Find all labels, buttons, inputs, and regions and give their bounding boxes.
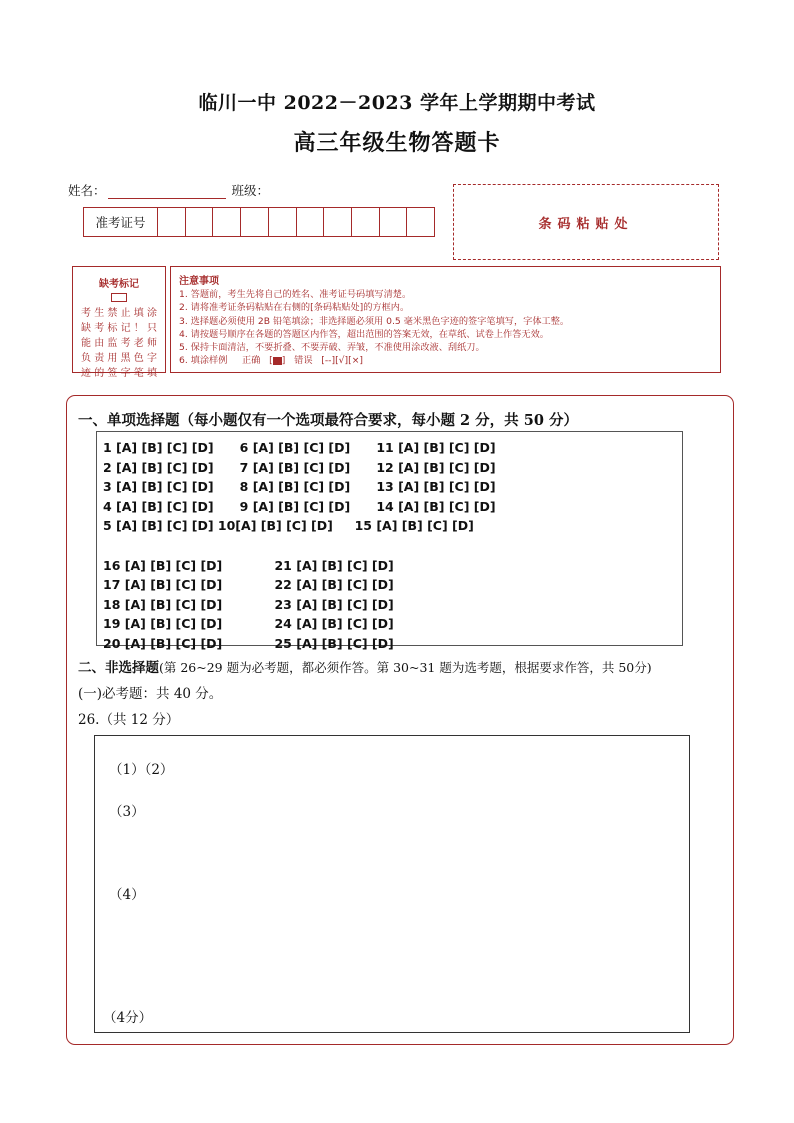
name-field[interactable]: [108, 185, 226, 199]
mc-row[interactable]: 3 [A] [B] [C] [D] 8 [A] [B] [C] [D] 13 [A] [B] [C] [D]: [103, 479, 496, 495]
notes-item-fill-example: 6. 填涂样例 正确 [ ] 错误 [--][√][×]: [179, 355, 363, 367]
notes-item: 3. 选择题必须使用 2B 铅笔填涂；非选择题必须用 0.5 毫米黑色字迹的签字笔填写，字体工整。: [179, 315, 570, 327]
mc-row[interactable]: 2 [A] [B] [C] [D] 7 [A] [B] [C] [D] 12 [A] [B] [C] [D]: [103, 459, 496, 475]
question-26-answer-box[interactable]: [94, 735, 690, 1033]
wrong-examples: [--][√][×]: [321, 355, 363, 367]
notes-item: 2. 请将准考证条码粘贴在右侧的[条码粘贴处]的方框内。: [179, 302, 410, 314]
filled-box-icon: [273, 357, 282, 365]
exam-id-grid: [83, 207, 435, 237]
exam-id-cell[interactable]: [241, 208, 269, 236]
exam-id-cell[interactable]: [352, 208, 380, 236]
missing-mark-line: 考生禁止填涂: [81, 308, 157, 319]
exam-id-cell[interactable]: [186, 208, 214, 236]
required-subsection-title: (一)必考题：共 40 分。: [78, 686, 223, 702]
missing-mark-checkbox[interactable]: [111, 293, 127, 302]
missing-mark-line: 负责用黑色字: [81, 353, 157, 364]
multiple-choice-box: [96, 431, 683, 651]
exam-id-cell[interactable]: [324, 208, 352, 236]
exam-id-cell[interactable]: [158, 208, 186, 236]
answer-sheet-title: 高三年级生物答题卡: [293, 130, 501, 156]
section1-title: 一、单项选择题（每小题仅有一个选项最符合要求，每小题 2 分，共 50 分）: [78, 412, 578, 429]
mc-row[interactable]: 20 [A] [B] [C] [D] 25 [A] [B] [C] [D]: [103, 636, 394, 651]
exam-id-label: 准考证号: [84, 208, 158, 236]
exam-id-cell[interactable]: [380, 208, 408, 236]
correct-label: 正确: [242, 355, 261, 367]
exam-id-cell[interactable]: [213, 208, 241, 236]
exam-id-cell[interactable]: [407, 208, 434, 236]
mc-row[interactable]: 5 [A] [B] [C] [D] 10[A] [B] [C] [D] 15 [A] [B] [C] [D]: [103, 518, 474, 534]
mc-row[interactable]: 19 [A] [B] [C] [D] 24 [A] [B] [C] [D]: [103, 616, 394, 632]
notes-item: 1. 答题前，考生先将自己的姓名、准考证号码填写清楚。: [179, 289, 412, 300]
mc-row[interactable]: 18 [A] [B] [C] [D] 23 [A] [B] [C] [D]: [103, 596, 394, 612]
barcode-area: [453, 184, 719, 260]
missing-mark-box: [72, 266, 166, 379]
mc-row[interactable]: 4 [A] [B] [C] [D] 9 [A] [B] [C] [D] 14 [A] [B] [C] [D]: [103, 498, 496, 514]
mc-row[interactable]: 1 [A] [B] [C] [D] 6 [A] [B] [C] [D] 11 [A] [B] [C] [D]: [103, 440, 496, 455]
notes-title: 注意事项: [179, 276, 219, 287]
mc-row[interactable]: 16 [A] [B] [C] [D] 21 [A] [B] [C] [D]: [103, 557, 394, 573]
mc-row[interactable]: 17 [A] [B] [C] [D] 22 [A] [B] [C] [D]: [103, 577, 394, 593]
missing-mark-line: 缺考标记！只: [81, 323, 157, 334]
exam-title: 临川一中 2022－2023 学年上学期期中考试: [198, 92, 596, 114]
notes-item: 5. 保持卡面清洁，不要折叠、不要弄破、弄皱，不准使用涂改液、刮纸刀。: [179, 342, 485, 354]
missing-mark-line: 迹的签字笔填: [81, 368, 157, 379]
notes-box: [170, 266, 721, 373]
section2-title: 二、非选择题(第 26~29 题为必考题，都必须作答。第 30~31 题为选考题，根据要求作答，共 50分): [78, 660, 652, 676]
barcode-label: 条码粘贴处: [538, 216, 634, 232]
answer-label-4: （4）: [109, 887, 145, 903]
question-26-title: 26.（共 12 分）: [78, 712, 180, 728]
class-label: 班级：: [231, 183, 270, 198]
student-info-row: [68, 181, 269, 199]
missing-mark-title: 缺考标记: [99, 279, 139, 290]
exam-id-cell[interactable]: [269, 208, 297, 236]
exam-id-cell[interactable]: [297, 208, 325, 236]
missing-mark-line: 能由监考老师: [81, 338, 157, 349]
points-note: （4分）: [103, 1010, 153, 1026]
wrong-label: 错误: [294, 355, 313, 367]
answer-label-1-2: （1）（2）: [109, 762, 174, 778]
notes-item: 4. 请按题号顺序在各题的答题区内作答，超出范围的答案无效，在草纸、试卷上作答无效。: [179, 328, 549, 340]
answer-label-3: （3）: [109, 804, 145, 820]
name-label: 姓名：: [68, 183, 106, 198]
